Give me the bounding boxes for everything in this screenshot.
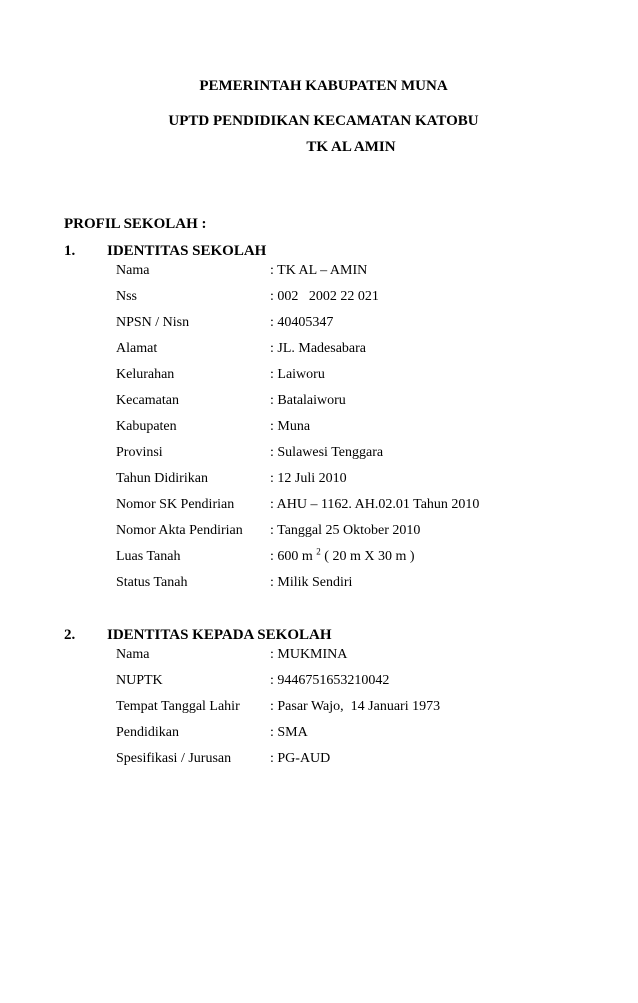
field-value: : TK AL – AMIN: [270, 263, 368, 278]
field-row-kabupaten: [116, 418, 604, 444]
field-label: Tempat Tanggal Lahir: [116, 699, 240, 714]
field-row-kecamatan: [116, 392, 604, 418]
field-row-npsn: [116, 314, 604, 340]
field-row-alamat: [116, 340, 604, 366]
field-value: : Laiworu: [270, 367, 325, 382]
section-heading: [64, 626, 604, 644]
field-label: Alamat: [116, 341, 158, 356]
field-row-nss: [116, 288, 604, 314]
section-identitas-kepada-sekolah: [64, 626, 604, 776]
header-line-3: TK AL AMIN: [306, 139, 396, 155]
field-value: : 002 2002 22 021: [270, 289, 379, 304]
field-row-nama: [116, 262, 604, 288]
field-value: : AHU – 1162. AH.02.01 Tahun 2010: [270, 497, 480, 512]
field-value: : SMA: [270, 725, 308, 740]
field-label: Pendidikan: [116, 725, 179, 740]
field-label: Kabupaten: [116, 419, 177, 434]
field-row-nama: [116, 646, 604, 672]
field-value: : 12 Juli 2010: [270, 471, 347, 486]
section-title: IDENTITAS KEPADA SEKOLAH: [107, 627, 332, 643]
field-label: Kelurahan: [116, 367, 175, 382]
field-row-status-tanah: [116, 574, 604, 600]
field-value: : Batalaiworu: [270, 393, 346, 408]
value-detail: ( 20 m X 30 m ): [320, 549, 415, 564]
field-list: [116, 262, 604, 600]
field-row-tahun-didirikan: [116, 470, 604, 496]
header-line-1: PEMERINTAH KABUPATEN MUNA: [199, 78, 448, 94]
field-row-tempat-tanggal-lahir: [116, 698, 604, 724]
section-title: IDENTITAS SEKOLAH: [107, 243, 267, 259]
section-number: 1.: [64, 243, 76, 259]
field-label: Nss: [116, 289, 138, 304]
value-main: : 600 m: [270, 549, 313, 564]
field-label: Nama: [116, 263, 150, 278]
profil-title: PROFIL SEKOLAH :: [64, 216, 207, 232]
field-value: : Milik Sendiri: [270, 575, 353, 590]
field-value: : JL. Madesabara: [270, 341, 367, 356]
field-label: NUPTK: [116, 673, 163, 688]
field-label: Nomor SK Pendirian: [116, 497, 235, 512]
field-row-provinsi: [116, 444, 604, 470]
field-label: NPSN / Nisn: [116, 315, 190, 330]
field-value: : 9446751653210042: [270, 673, 390, 688]
field-row-kelurahan: [116, 366, 604, 392]
field-value: : Pasar Wajo, 14 Januari 1973: [270, 699, 441, 714]
field-row-pendidikan: [116, 724, 604, 750]
field-value: : Tanggal 25 Oktober 2010: [270, 523, 421, 538]
field-label: Status Tanah: [116, 575, 188, 590]
field-value: : 40405347: [270, 315, 334, 330]
section-identitas-sekolah: [64, 242, 604, 600]
field-value: : Sulawesi Tenggara: [270, 445, 384, 460]
field-row-nomor-akta-pendirian: [116, 522, 604, 548]
field-value: : MUKMINA: [270, 647, 348, 662]
field-list: [116, 646, 604, 776]
field-row-luas-tanah: [116, 548, 604, 574]
field-row-nomor-sk-pendirian: [116, 496, 604, 522]
field-label: Spesifikasi / Jurusan: [116, 751, 232, 766]
section-heading: [64, 242, 604, 260]
field-row-nuptk: [116, 672, 604, 698]
superscript-exponent: 2: [316, 546, 321, 557]
field-label: Kecamatan: [116, 393, 179, 408]
field-value: : PG-AUD: [270, 751, 331, 766]
section-number: 2.: [64, 627, 76, 643]
header-line-2: UPTD PENDIDIKAN KECAMATAN KATOBU: [168, 113, 479, 129]
field-label: Luas Tanah: [116, 549, 181, 564]
field-label: Nomor Akta Pendirian: [116, 523, 243, 538]
field-label: Nama: [116, 647, 150, 662]
field-value: : Muna: [270, 419, 311, 434]
field-label: Tahun Didirikan: [116, 471, 208, 486]
field-row-spesifikasi-jurusan: [116, 750, 604, 776]
field-label: Provinsi: [116, 445, 163, 460]
field-value: [270, 548, 415, 566]
